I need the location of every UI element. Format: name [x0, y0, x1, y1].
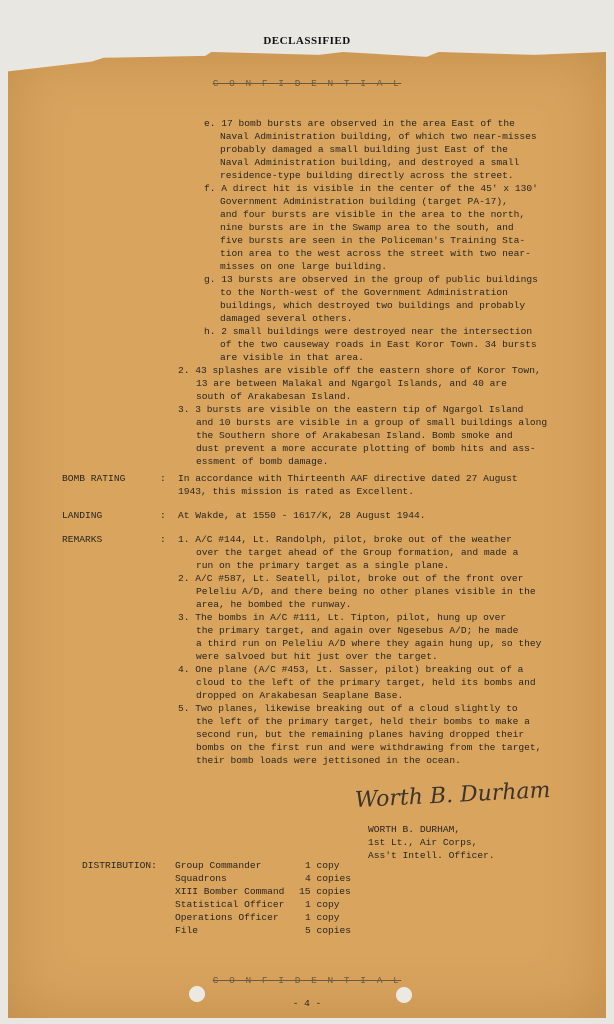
- handwritten-signature: Worth B. Durham: [354, 777, 551, 814]
- confidential-footer: C O N F I D E N T I A L: [212, 975, 402, 986]
- bomb-rating-label: BOMB RATING: [62, 473, 126, 484]
- distribution-label: DISTRIBUTION:: [82, 860, 157, 871]
- declassified-stamp: DECLASSIFIED: [263, 35, 351, 47]
- page-number: - 4 -: [292, 998, 322, 1009]
- landing-label: LANDING: [62, 510, 103, 521]
- confidential-header: C O N F I D E N T I A L: [212, 78, 402, 89]
- document-page: C O N F I D E N T I A L e. 17 bomb bursts are observed in the area East of the Naval Administration building, of which two near-misses probably damaged a small building just East of the Naval Administration building, and destroyed a small residence-type building directly across the street. f. A direct hit is visible in the center of the 45' x 130' Government Administration building (target PA-17), and four bursts are visible in the area to the north, nine bursts are in the Swamp area to the south, and five bursts are seen in the Policeman's Training Sta- tion area to the west across the street with two near- misses on one large building. g. 13 bursts are observed in the group of public buildings to the North-west of the Government Administration buildings, which destroyed two buildings and probably damaged several others. h. 2 small buildings were destroyed near the intersection of the two causeway roads in East Koror Town. 34 bursts are visible in that area. 2. 43 splashes are visible off the eastern shore of Koror Town, 13 are between Malakal and Ngargol Islands, and 40 are south of Arakabesan Island. 3. 3 bursts are visible on the eastern tip of Ngargol Island and 10 bursts are visible in a group of small buildings along the Southern shore of Arakabesan Island. Bomb smoke and dust prevent a more accurate plotting of bomb hits and ass- essment of bomb damage. BOMB RATING : In accordance with Thirteenth AAF directive dated 27 August 1943, this mission is rated as Excellent. LANDING : At Wakde, at 1550 - 1617/K, 28 August 1944. REMARKS : 1. A/C #144, Lt. Randolph, pilot, broke out of the weather over the target ahead of the Group formation, and made a run on the primary target as a single plane. 2. A/C #587, Lt. Seatell, pilot, broke out of the front over Peleliu A/D, and there being no other planes visible in the area, he bombed the runway. 3. The bombs in A/C #111, Lt. Tipton, pilot, hung up over the primary target, and again over Ngesebus A/D; he made a third run on Peleliu A/D where they again hung up, so they were salvoed but hit just over the target. 4. One plane (A/C #453, Lt. Sasser, pilot) breaking out of a cloud to the left of the primary target, held its bombs and dropped on Arakabesan Seaplane Base. 5. Two planes, likewise breaking out of a cloud slightly to the left of the primary target, held their bombs to make a second run, but the remaining planes having dropped their bombs on the first run and were withdrawing from the target, their bomb loads were jettisoned in the ocean. Worth B. Durham WORTH B. DURHAM, 1st Lt., Air Corps, Ass't Intell. Officer. DISTRIBUTION: Group Commander 1 copy Squadrons 4 copies XIII Bomber Command 15 copies Statistical Officer 1 copy Operations Officer 1 copy File 5 copies C O N F I D E N T I A L - 4 -: [0, 0, 614, 1024]
- remarks-label: REMARKS: [62, 534, 103, 545]
